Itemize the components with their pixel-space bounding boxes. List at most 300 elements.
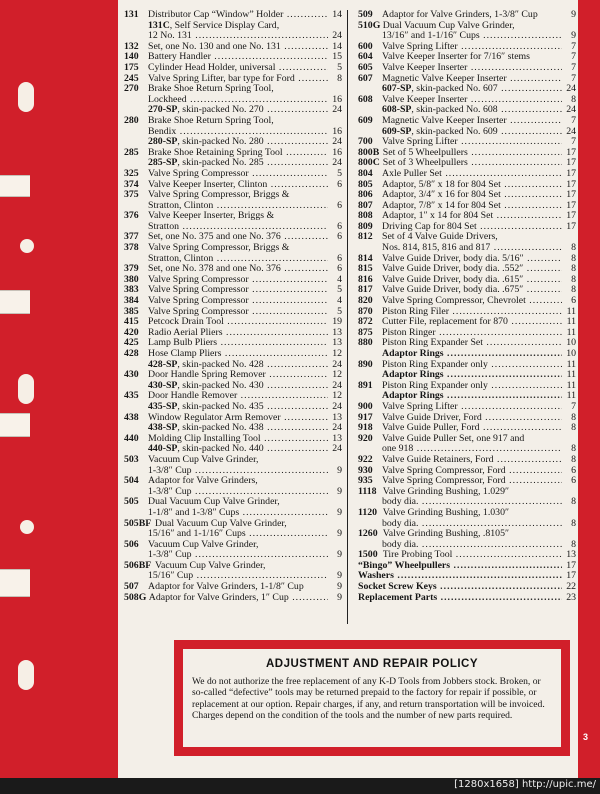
index-entry	[358, 158, 576, 169]
item-description: Dual Vacuum Cup Valve Grinder,	[148, 497, 280, 508]
item-description: Adaptor for Valve Grinders,	[148, 476, 258, 487]
index-entry	[358, 74, 576, 85]
item-description: 430-SP, skin-packed No. 430 .....	[124, 381, 328, 392]
item-number: 377	[124, 231, 139, 243]
item-description: Valve Spring Compressor, Chevrolet .....	[382, 296, 562, 307]
index-listing	[122, 10, 578, 630]
item-number: 420	[124, 326, 139, 338]
index-entry	[358, 84, 576, 95]
item-description: Dual Vacuum Cup Valve Grinder,	[155, 518, 287, 529]
item-description: Set of 4 Valve Guide Drivers,	[382, 232, 498, 243]
index-entry	[358, 508, 576, 519]
index-entry	[124, 127, 342, 138]
item-description: Adaptor for Valve Grinders, 1″ Cup .....	[149, 593, 328, 604]
index-entry	[124, 105, 342, 116]
index-entry	[358, 201, 576, 212]
index-entry	[124, 349, 342, 360]
page-number: 3	[583, 732, 589, 742]
page-reference: 11	[562, 391, 576, 402]
item-description: Cutter File, replacement for 870 .....	[382, 317, 562, 328]
index-entry	[124, 222, 342, 233]
page-reference: 5	[328, 63, 342, 74]
item-number: 510G	[358, 19, 381, 31]
item-description: body dia. .....	[358, 497, 562, 508]
item-number: 608	[358, 93, 373, 105]
index-entry	[358, 402, 576, 413]
item-description: 280-SP, skin-packed No. 280 .....	[124, 137, 328, 148]
index-entry	[358, 497, 576, 508]
item-description: Valve Keeper Inserter .....	[382, 63, 562, 74]
index-entry	[124, 180, 342, 191]
index-entry	[358, 349, 576, 360]
page-reference: 8	[562, 540, 576, 551]
item-description: Valve Guide Driver, body dia. 5/16″ .....	[382, 254, 562, 265]
item-description: 435-SP, skin-packed No. 435 .....	[124, 402, 328, 413]
item-description: Valve Keeper Inserter, Clinton .....	[148, 180, 328, 191]
item-description: Lamp Bulb Pliers .....	[148, 338, 328, 349]
index-entry	[124, 550, 342, 561]
page-reference: 22	[562, 582, 576, 593]
item-description: Radio Aerial Pliers .....	[148, 328, 328, 339]
page-reference: 24	[328, 105, 342, 116]
item-number: 425	[124, 337, 139, 349]
item-description: Valve Guide Puller Set, one 917 and	[382, 433, 525, 444]
index-tab	[0, 413, 30, 437]
index-column-right	[358, 10, 576, 603]
index-entry	[358, 275, 576, 286]
page-reference: 9	[328, 466, 342, 477]
index-entry	[124, 529, 342, 540]
page-reference: 8	[562, 243, 576, 254]
page-reference: 24	[562, 105, 576, 116]
page-reference: 9	[328, 593, 342, 604]
page-reference: 17	[562, 222, 576, 233]
page-reference: 7	[562, 74, 576, 85]
item-description: 609-SP, skin-packed No. 609 .....	[358, 127, 562, 138]
page-reference: 11	[562, 381, 576, 392]
page-reference: 17	[562, 561, 576, 572]
item-description: Dual Vacuum Cup Valve Grinder,	[382, 20, 515, 31]
item-description: Valve Keeper Inserter for 7/16″ stems	[382, 52, 530, 63]
item-number: 375	[124, 189, 139, 201]
page-reference: 16	[328, 148, 342, 159]
red-right-edge	[578, 0, 600, 778]
item-description: Valve Guide Retainers, Ford .....	[382, 455, 562, 466]
binder-hole	[18, 82, 34, 112]
item-number: 245	[124, 72, 139, 84]
item-description: Brake Shoe Retaining Spring Tool .....	[148, 148, 328, 159]
item-description: body dia. .....	[358, 519, 562, 530]
item-number: 440	[124, 432, 139, 444]
item-description: Set of 5 Wheelpullers .....	[383, 148, 562, 159]
page-reference: 7	[562, 402, 576, 413]
index-entry	[124, 232, 342, 243]
item-number: 917	[358, 411, 373, 423]
page-reference: 6	[562, 296, 576, 307]
item-description: Driving Cap for 804 Set .....	[382, 222, 562, 233]
index-tab	[0, 175, 30, 197]
page-reference: 4	[328, 275, 342, 286]
index-entry	[358, 296, 576, 307]
item-number: 505BF	[124, 517, 152, 529]
index-entry	[358, 550, 576, 561]
index-entry	[358, 413, 576, 424]
item-number: 808	[358, 210, 373, 222]
index-entry	[124, 444, 342, 455]
page-reference: 9	[562, 10, 576, 21]
page-reference: 7	[562, 63, 576, 74]
item-description: Valve Spring Lifter .....	[382, 137, 562, 148]
index-entry	[124, 21, 342, 32]
item-number: 800B	[358, 146, 380, 158]
index-entry	[124, 264, 342, 275]
page-reference: 12	[328, 349, 342, 360]
index-entry	[124, 243, 342, 254]
column-divider	[347, 10, 348, 624]
index-entry	[124, 423, 342, 434]
binder-hole	[18, 660, 34, 690]
item-number: 815	[358, 263, 373, 275]
index-entry	[358, 264, 576, 275]
item-description: Valve Spring Compressor, Ford .....	[382, 466, 562, 477]
page-reference: 10	[562, 338, 576, 349]
index-entry	[358, 466, 576, 477]
page-reference: 15	[328, 52, 342, 63]
policy-text: We do not authorize the free replacement of any K-D Tools from Jobbers stock. Broken, or so-called “defective” tools may be returned prepaid to the factory for repair if possible, or replacement at our option. Repair charges, if any, and return transportation will be invoiced. Charges depend on the condition of the tools and the number of new parts required.	[192, 676, 545, 722]
index-entry	[124, 519, 342, 530]
page-reference: 8	[562, 275, 576, 286]
page-reference: 17	[562, 169, 576, 180]
item-description: Distributor Cap “Window” Holder .....	[148, 10, 328, 21]
item-description: Adaptor for Valve Grinders, 1-3/8″ Cup	[382, 10, 538, 20]
page-reference: 12	[328, 391, 342, 402]
page-reference: 13	[562, 550, 576, 561]
index-entry	[124, 328, 342, 339]
index-entry	[124, 169, 342, 180]
page-reference: 9	[328, 550, 342, 561]
item-description: Stratton, Clinton .....	[124, 201, 328, 212]
page-reference: 6	[328, 232, 342, 243]
item-number: 509	[358, 9, 373, 20]
item-number: 435	[124, 390, 139, 402]
image-source-caption: [1280x1658] http://upic.me/	[454, 779, 596, 790]
index-entry	[124, 95, 342, 106]
item-number: 376	[124, 210, 139, 222]
item-number: 379	[124, 263, 139, 275]
item-number: 505	[124, 496, 139, 508]
index-entry	[358, 180, 576, 191]
item-number: 605	[358, 61, 373, 73]
page-reference: 5	[328, 169, 342, 180]
item-description: Socket Screw Keys .....	[358, 582, 562, 593]
index-entry	[124, 148, 342, 159]
index-entry	[124, 540, 342, 551]
item-description: Piston Ring Expander Set .....	[382, 338, 562, 349]
item-number: 890	[358, 358, 373, 370]
page-reference: 24	[328, 360, 342, 371]
index-entry	[358, 105, 576, 116]
index-entry	[124, 63, 342, 74]
item-number: 817	[358, 284, 373, 296]
policy-title: ADJUSTMENT AND REPAIR POLICY	[265, 658, 479, 670]
item-description: Door Handle Spring Remover .....	[148, 370, 328, 381]
item-description: Valve Guide Driver, body dia. .552″ .....	[382, 264, 562, 275]
item-description: 285-SP, skin-packed No. 285 .....	[124, 158, 328, 169]
item-number: 140	[124, 51, 139, 63]
page-reference: 24	[562, 84, 576, 95]
page-reference: 16	[328, 95, 342, 106]
item-description: Valve Spring Compressor .....	[148, 169, 328, 180]
index-entry	[358, 529, 576, 540]
page-reference: 7	[562, 137, 576, 148]
item-description: Valve Spring Compressor, Ford .....	[382, 476, 562, 487]
page-reference: 6	[328, 201, 342, 212]
index-entry	[124, 317, 342, 328]
item-description: Valve Spring Lifter .....	[382, 42, 562, 53]
item-description: Set, one No. 378 and one No. 376 .....	[148, 264, 328, 275]
index-entry	[358, 232, 576, 243]
binder-ring	[20, 520, 34, 534]
index-entry	[358, 243, 576, 254]
item-description: Piston Ring Expander only .....	[382, 381, 562, 392]
item-number: 374	[124, 178, 139, 190]
item-description: 270-SP, skin-packed No. 270 .....	[124, 105, 328, 116]
page-reference: 8	[562, 264, 576, 275]
page-reference: 24	[328, 423, 342, 434]
index-entry	[124, 455, 342, 466]
item-description: Cylinder Head Holder, universal .....	[148, 63, 328, 74]
item-description: Tire Probing Tool .....	[383, 550, 562, 561]
item-number: 812	[358, 231, 373, 243]
page-reference: 6	[562, 466, 576, 477]
item-description: Valve Keeper Inserter, Briggs &	[148, 211, 275, 222]
item-number: 506BF	[124, 559, 152, 571]
item-description: Adaptor Rings .....	[358, 391, 562, 402]
index-entry	[358, 137, 576, 148]
item-description: Adaptor, 1″ x 14 for 804 Set .....	[382, 211, 562, 222]
page-reference: 8	[562, 95, 576, 106]
page-reference: 24	[328, 381, 342, 392]
index-entry	[124, 413, 342, 424]
index-entry	[124, 52, 342, 63]
item-number: 415	[124, 316, 139, 328]
page-reference: 24	[328, 158, 342, 169]
item-number: 816	[358, 273, 373, 285]
page-reference: 24	[328, 31, 342, 42]
item-description: Valve Spring Compressor .....	[148, 275, 328, 286]
index-entry	[124, 476, 342, 487]
item-description: Valve Spring Compressor, Briggs &	[148, 243, 290, 254]
item-description: Stratton, Clinton .....	[124, 254, 328, 265]
item-description: one 918 .....	[358, 444, 562, 455]
index-entry	[124, 158, 342, 169]
item-description: Valve Guide Driver, Ford .....	[382, 413, 562, 424]
item-number: 875	[358, 326, 373, 338]
index-entry	[358, 360, 576, 371]
item-number: 891	[358, 379, 373, 391]
item-description: 131C, Self Service Display Card,	[148, 20, 280, 31]
item-number: 920	[358, 432, 373, 444]
item-number: 930	[358, 464, 373, 476]
item-description: Washers .....	[358, 571, 562, 582]
item-description: 428-SP, skin-packed No. 428 .....	[124, 360, 328, 371]
item-description: Axle Puller Set .....	[382, 169, 562, 180]
item-description: Door Handle Remover .....	[148, 391, 328, 402]
page-reference: 6	[328, 222, 342, 233]
item-description: Replacement Parts .....	[358, 593, 562, 604]
binder-ring	[20, 239, 34, 253]
item-number: 809	[358, 220, 373, 232]
index-tab	[0, 569, 30, 597]
page-reference: 17	[562, 571, 576, 582]
item-number: 325	[124, 167, 139, 179]
item-description: Adaptor for Valve Grinders, 1-1/8″ Cup	[148, 582, 304, 593]
index-entry	[124, 391, 342, 402]
item-description: Adaptor, 3/4″ x 16 for 804 Set .....	[382, 190, 562, 201]
index-entry	[124, 116, 342, 127]
index-tab	[0, 290, 30, 314]
index-entry	[124, 31, 342, 42]
page-reference: 11	[562, 317, 576, 328]
index-entry	[358, 571, 576, 582]
item-description: Adaptor, 7/8″ x 14 for 804 Set .....	[382, 201, 562, 212]
index-entry	[124, 211, 342, 222]
index-entry	[124, 285, 342, 296]
page-reference: 17	[562, 148, 576, 159]
index-entry	[124, 296, 342, 307]
page-reference: 17	[562, 201, 576, 212]
item-description: 15/16″ and 1-1/16″ Cups .....	[124, 529, 328, 540]
index-entry	[124, 360, 342, 371]
item-description: Stratton .....	[124, 222, 328, 233]
item-number: 280	[124, 114, 139, 126]
item-number: 285	[124, 146, 139, 158]
item-number: 270	[124, 83, 139, 95]
index-entry	[358, 31, 576, 42]
item-description: body dia. .....	[358, 540, 562, 551]
index-entry	[358, 127, 576, 138]
index-entry	[358, 434, 576, 445]
page-reference: 11	[562, 370, 576, 381]
page-reference: 11	[562, 360, 576, 371]
item-number: 807	[358, 199, 373, 211]
page-reference: 7	[562, 42, 576, 53]
page-reference: 8	[562, 444, 576, 455]
item-description: 12 No. 131 .....	[124, 31, 328, 42]
page-reference: 24	[328, 444, 342, 455]
index-entry	[358, 52, 576, 63]
item-number: 600	[358, 40, 373, 52]
item-number: 380	[124, 273, 139, 285]
policy-panel	[183, 649, 561, 747]
item-description: 1-3/8″ Cup .....	[124, 550, 328, 561]
page-reference: 6	[328, 264, 342, 275]
page-reference: 7	[562, 116, 576, 127]
index-entry	[124, 561, 342, 572]
item-number: 428	[124, 348, 139, 359]
index-entry	[358, 476, 576, 487]
index-entry	[124, 508, 342, 519]
item-number: 175	[124, 61, 139, 73]
index-entry	[358, 370, 576, 381]
item-number: 870	[358, 305, 373, 317]
item-description: Valve Grinding Bushing, 1.029″	[382, 486, 510, 497]
index-entry	[358, 423, 576, 434]
index-entry	[124, 466, 342, 477]
page-reference: 13	[328, 338, 342, 349]
item-number: 607	[358, 72, 373, 84]
item-number: 384	[124, 295, 139, 307]
index-entry	[124, 84, 342, 95]
item-description: Valve Guide Driver, body dia. .615″ .....	[382, 275, 562, 286]
page-reference: 8	[562, 285, 576, 296]
page-reference: 14	[328, 42, 342, 53]
page-reference: 11	[562, 307, 576, 318]
policy-box	[174, 640, 570, 756]
page-reference: 10	[562, 349, 576, 360]
item-number: 385	[124, 305, 139, 317]
page-reference: 13	[328, 413, 342, 424]
page-reference: 13	[328, 434, 342, 445]
item-description: Brake Shoe Return Spring Tool,	[148, 115, 274, 126]
index-entry	[358, 285, 576, 296]
page-reference: 17	[562, 190, 576, 201]
item-description: Adaptor Rings .....	[358, 349, 562, 360]
index-entry	[358, 593, 576, 604]
item-description: 15/16″ Cup .....	[124, 571, 328, 582]
item-description: Piston Ring Filer .....	[382, 307, 562, 318]
item-number: 1500	[358, 549, 378, 561]
item-number: 131	[124, 9, 139, 20]
page-reference: 19	[328, 317, 342, 328]
index-entry	[358, 391, 576, 402]
item-description: Valve Grinding Bushing, .8105″	[382, 529, 510, 540]
index-entry	[124, 402, 342, 413]
index-entry	[124, 190, 342, 201]
index-entry	[124, 42, 342, 53]
item-number: 438	[124, 411, 139, 423]
item-description: Magnetic Valve Keeper Inserter .....	[382, 74, 562, 85]
index-column-left	[124, 10, 342, 603]
index-entry	[124, 434, 342, 445]
item-description: Valve Keeper Inserter .....	[382, 95, 562, 106]
page-reference: 8	[562, 254, 576, 265]
item-description: 1-1/8″ and 1-3/8″ Cups .....	[124, 508, 328, 519]
item-description: Valve Guide Driver, body dia. .675″ .....	[382, 285, 562, 296]
item-description: Brake Shoe Return Spring Tool,	[148, 84, 274, 95]
item-description: 1-3/8″ Cup .....	[124, 466, 328, 477]
item-number: 814	[358, 252, 373, 264]
index-entry	[124, 10, 342, 21]
item-description: Window Regulator Arm Remover .....	[148, 413, 328, 424]
index-entry	[358, 540, 576, 551]
index-entry	[124, 74, 342, 85]
page-reference: 11	[562, 328, 576, 339]
index-entry	[358, 222, 576, 233]
item-description: 440-SP, skin-packed No. 440 .....	[124, 444, 328, 455]
page-reference: 9	[328, 571, 342, 582]
item-description: Bendix .....	[124, 127, 328, 138]
item-description: 13/16″ and 1-1/16″ Cups .....	[358, 31, 562, 42]
item-number: 800C	[358, 157, 380, 169]
index-entry	[124, 201, 342, 212]
item-description: Valve Guide Puller, Ford .....	[382, 423, 562, 434]
item-description: 1-3/8″ Cup .....	[124, 487, 328, 498]
item-number: 922	[358, 453, 373, 465]
index-entry	[358, 116, 576, 127]
item-number: 507	[124, 581, 139, 593]
index-entry	[124, 593, 342, 604]
